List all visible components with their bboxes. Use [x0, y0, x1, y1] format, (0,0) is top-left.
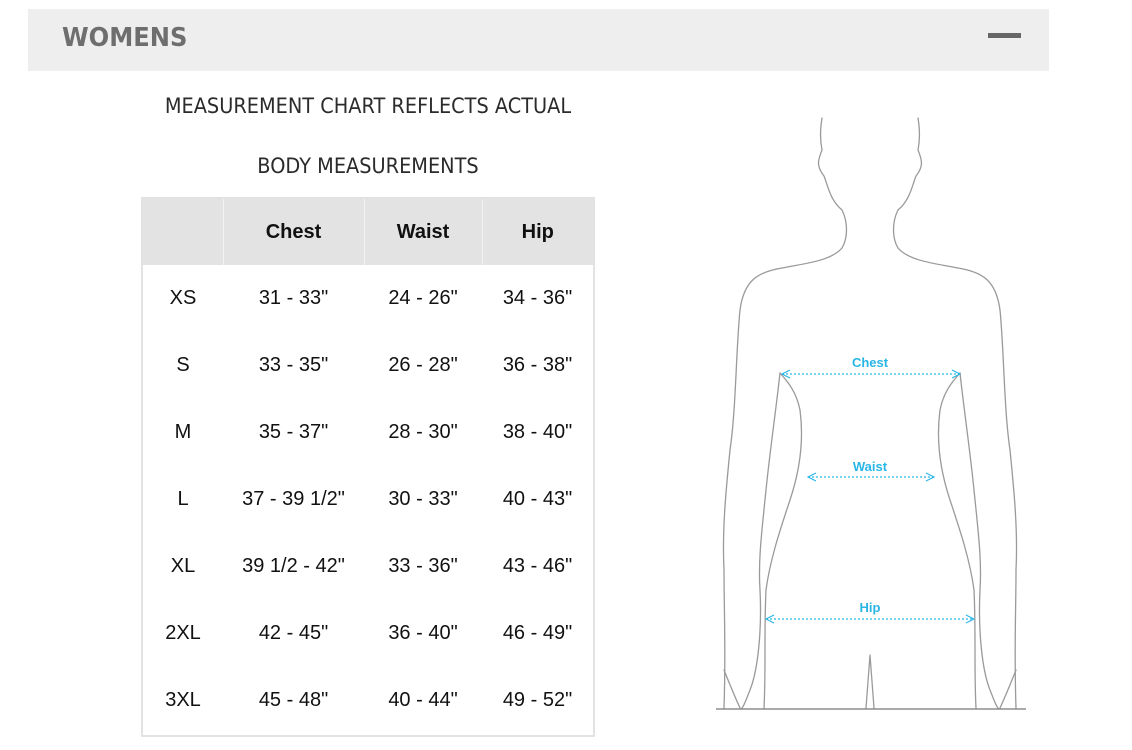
waist-cell: 24 - 26" [388, 287, 458, 309]
hip-label: Hip [859, 600, 881, 615]
table-row [143, 466, 593, 533]
table-row [143, 399, 593, 466]
chest-cell: 37 - 39 1/2" [242, 488, 345, 510]
hip-cell: 36 - 38" [502, 354, 573, 376]
waist-cell: 33 - 36" [388, 555, 458, 577]
chest-cell: 39 1/2 - 42" [242, 555, 345, 577]
column-header-size [143, 199, 223, 265]
table-row [143, 600, 593, 667]
chest-cell: 31 - 33" [258, 287, 329, 309]
table-row [143, 533, 593, 600]
hip-cell: 34 - 36" [502, 287, 573, 309]
accordion-title: WOMENS [62, 23, 188, 53]
table-row [143, 265, 593, 332]
waist-cell: 40 - 44" [388, 689, 458, 711]
size-cell: M [174, 421, 192, 443]
chest-cell: 35 - 37" [258, 421, 329, 443]
chart-heading-line-1: MEASUREMENT CHART REFLECTS ACTUAL [164, 94, 572, 118]
hip-cell: 49 - 52" [502, 689, 573, 711]
chest-cell: 45 - 48" [258, 689, 329, 711]
hip-measurement [766, 600, 974, 619]
size-table [141, 197, 595, 737]
column-header-waist: Waist [364, 199, 482, 265]
table-row [143, 332, 593, 399]
size-cell: L [177, 488, 189, 510]
chest-cell: 33 - 35" [258, 354, 329, 376]
waist-cell: 36 - 40" [388, 622, 458, 644]
hip-cell: 40 - 43" [502, 488, 573, 510]
waist-cell: 26 - 28" [388, 354, 458, 376]
chest-label: Chest [851, 355, 889, 370]
chest-measurement [782, 355, 960, 374]
womens-accordion-header[interactable] [28, 9, 1049, 71]
waist-measurement [808, 459, 934, 477]
chest-cell: 42 - 45" [258, 622, 329, 644]
chart-heading-line-2: BODY MEASUREMENTS [257, 154, 479, 178]
size-cell: XL [170, 555, 196, 577]
hip-cell: 38 - 40" [502, 421, 573, 443]
size-cell: S [176, 354, 190, 376]
body-measurement-figure [700, 110, 1040, 720]
waist-cell: 28 - 30" [388, 421, 458, 443]
hip-cell: 46 - 49" [502, 622, 573, 644]
column-header-chest: Chest [223, 199, 364, 265]
waist-cell: 30 - 33" [388, 488, 458, 510]
table-row [143, 667, 593, 734]
table-header-row [143, 199, 593, 265]
minus-icon[interactable] [988, 33, 1021, 39]
column-header-hip: Hip [482, 199, 593, 265]
size-cell: XS [169, 287, 197, 309]
hip-cell: 43 - 46" [502, 555, 573, 577]
size-cell: 3XL [165, 689, 201, 711]
size-cell: 2XL [165, 622, 201, 644]
waist-label: Waist [852, 459, 888, 474]
